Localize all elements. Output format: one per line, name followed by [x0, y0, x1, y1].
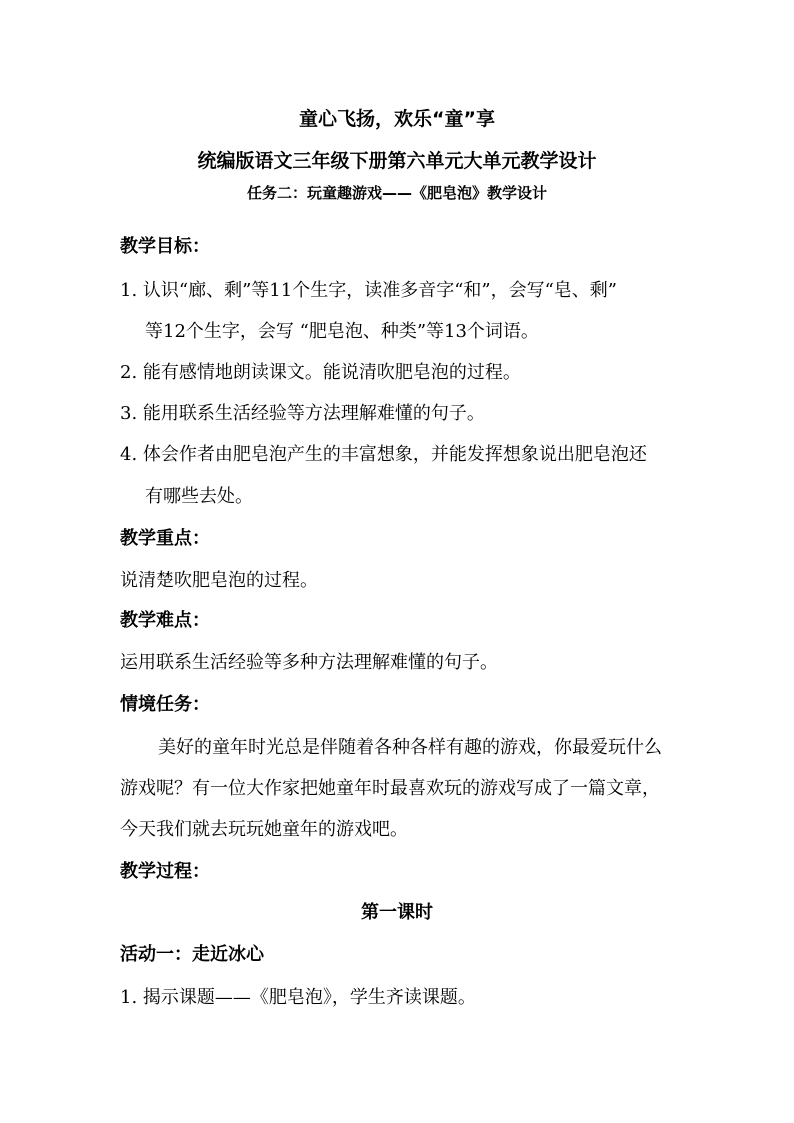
- objective-item: 有哪些去处。: [145, 486, 253, 507]
- document-title: 童心飞扬，欢乐“童”享: [299, 108, 495, 130]
- objective-item: 4. 体会作者由肥皂泡产生的丰富想象，并能发挥想象说出肥皂泡还: [120, 444, 647, 465]
- scenario-line: 美好的童年时光总是伴随着各种各样有趣的游戏，你最爱玩什么: [158, 737, 662, 758]
- objective-item: 1. 认识“廊、剩”等11个生字，读准多音字“和”，会写“皂、剩”: [120, 280, 618, 301]
- lesson-title: 第一课时: [361, 902, 433, 923]
- key-points-text: 说清楚吹肥皂泡的过程。: [120, 570, 318, 591]
- difficulties-heading: 教学难点：: [120, 610, 210, 631]
- difficulties-text: 运用联系生活经验等多种方法理解难懂的句子。: [120, 652, 498, 673]
- scenario-line: 游戏呢？有一位大作家把她童年时最喜欢玩的游戏写成了一篇文章，: [120, 778, 660, 799]
- scenario-heading: 情境任务：: [120, 694, 210, 715]
- key-points-heading: 教学重点：: [120, 528, 210, 549]
- objective-item: 2. 能有感情地朗读课文。能说清吹肥皂泡的过程。: [120, 362, 521, 383]
- process-heading: 教学过程：: [120, 861, 210, 882]
- process-step: 1. 揭示课题——《肥皂泡》，学生齐读课题。: [120, 987, 476, 1008]
- scenario-line: 今天我们就去玩玩她童年的游戏吧。: [120, 819, 408, 840]
- objective-item: 等12个生字，会写 “肥皂泡、种类”等13个词语。: [145, 321, 539, 342]
- objectives-heading: 教学目标：: [120, 236, 210, 257]
- objective-item: 3. 能用联系生活经验等方法理解难懂的句子。: [120, 403, 485, 424]
- document-subtitle: 统编版语文三年级下册第六单元大单元教学设计: [197, 150, 597, 172]
- task-title: 任务二：玩童趣游戏——《肥皂泡》教学设计: [246, 184, 547, 202]
- activity-heading: 活动一：走近冰心: [120, 944, 264, 965]
